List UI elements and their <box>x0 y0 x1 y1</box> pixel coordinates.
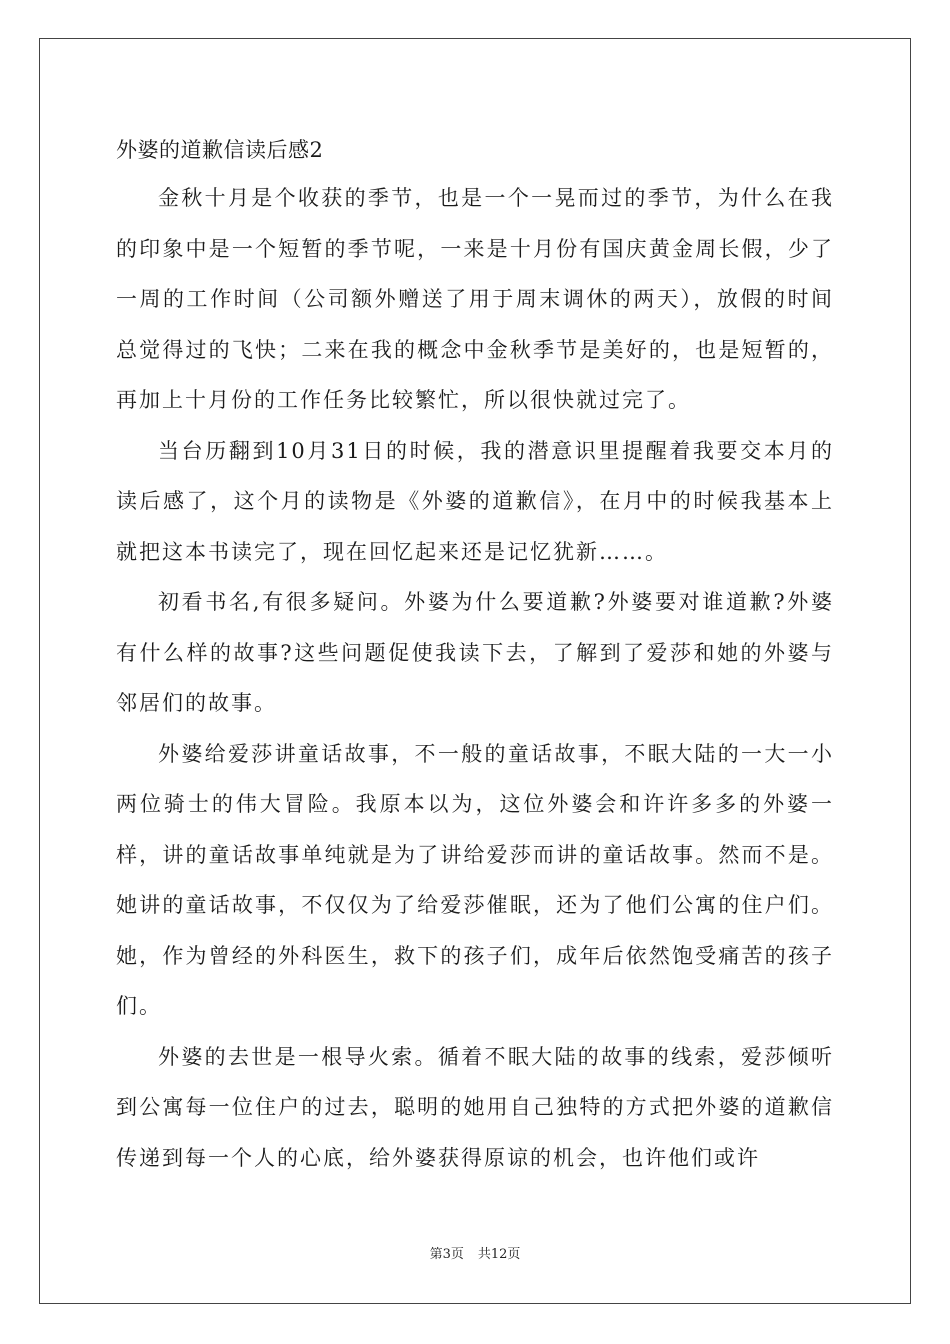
document-title: 外婆的道歉信读后感2 <box>116 138 324 162</box>
paragraph-4: 外婆给爱莎讲童话故事，不一般的童话故事，不眠大陆的一大一小两位骑士的伟大冒险。我原本以为，这位外婆会和许许多多的外婆一样，讲的童话故事单纯就是为了讲给爱莎而讲的童话故事。然而不是。她讲的童话故事，不仅仅为了给爱莎催眠，还为了他们公寓的住户们。她，作为曾经的外科医生，救下的孩子们，成年后依然饱受痛苦的孩子们。 <box>116 741 834 1018</box>
paragraph-5: 外婆的去世是一根导火索。循着不眠大陆的故事的线索，爱莎倾听到公寓每一位住户的过去，聪明的她用自己独特的方式把外婆的道歉信传递到每一个人的心底，给外婆获得原谅的机会，也许他们或许 <box>116 1044 834 1170</box>
current-page-label: 第3页 <box>429 1247 464 1262</box>
document-body <box>116 127 834 1183</box>
paragraph-1: 金秋十月是个收获的季节，也是一个一晃而过的季节，为什么在我的印象中是一个短暂的季节呢，一来是十月份有国庆黄金周长假，少了一周的工作时间（公司额外赠送了用于周末调休的两天），放假的时间总觉得过的飞快；二来在我的概念中金秋季节是美好的，也是短暂的，再加上十月份的工作任务比较繁忙，所以很快就过完了。 <box>116 186 834 412</box>
page-footer <box>0 1243 950 1262</box>
total-pages-label: 共12页 <box>477 1247 521 1262</box>
paragraph-3: 初看书名,有很多疑问。外婆为什么要道歉?外婆要对谁道歉?外婆有什么样的故事?这些问题促使我读下去，了解到了爱莎和她的外婆与邻居们的故事。 <box>116 590 834 715</box>
paragraph-2: 当台历翻到10月31日的时候，我的潜意识里提醒着我要交本月的读后感了，这个月的读物是《外婆的道歉信》，在月中的时候我基本上就把这本书读完了，现在回忆起来还是记忆犹新……。 <box>116 438 834 564</box>
